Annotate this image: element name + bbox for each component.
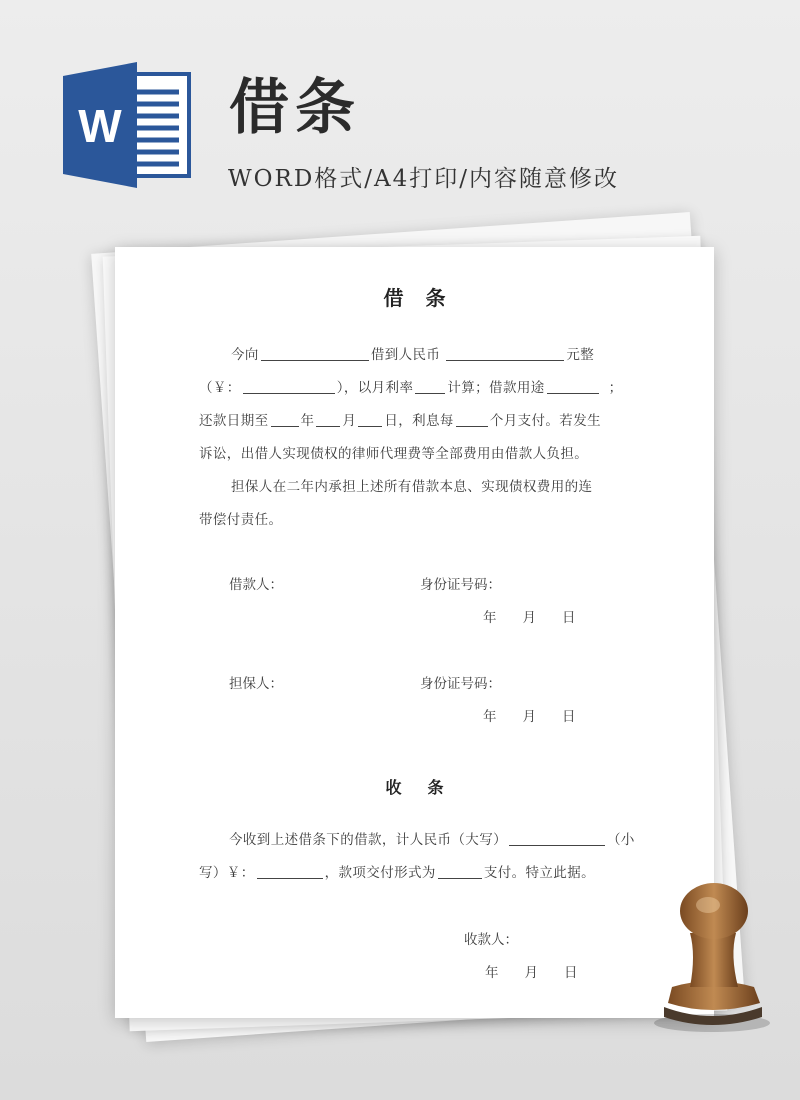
interest-rate-blank xyxy=(415,379,445,394)
document-page xyxy=(115,247,714,1018)
p1-line1 xyxy=(231,343,661,363)
p1-line4: 诉讼，出借人实现债权的律师代理费等全部费用由借款人负担。 xyxy=(199,446,589,462)
p1-line2-text-a: （￥： xyxy=(199,380,241,396)
p2-line1: 担保人在二年内承担上述所有借款本息、实现债权费用的连 xyxy=(231,479,593,495)
p1-line3-text-b: 年 xyxy=(300,413,315,429)
payment-method-blank xyxy=(438,864,482,879)
receipt-line2-text-c: 支付。特立此据。 xyxy=(483,865,596,881)
word-document-icon xyxy=(63,62,191,188)
borrower-label: 借款人： xyxy=(229,577,283,593)
date-day: 日 xyxy=(562,610,576,626)
amount-blank xyxy=(446,346,564,361)
p1-line3-text-a: 还款日期至 xyxy=(199,413,269,429)
purpose-blank xyxy=(547,379,599,394)
wooden-stamp-icon xyxy=(650,875,775,1035)
interest-period-blank xyxy=(456,412,488,427)
p1-line2-text-c: 计算；借款用途 xyxy=(447,380,545,396)
p1-line3-text-e: 个月支付。若发生 xyxy=(489,413,602,429)
guarantor-label: 担保人： xyxy=(229,676,283,692)
p1-line3-text-d: 日，利息每 xyxy=(384,413,454,429)
receipt-line2 xyxy=(199,861,629,881)
date-year: 年 xyxy=(483,610,497,626)
p1-line2 xyxy=(199,376,629,396)
guarantor-date xyxy=(483,705,602,725)
date-month: 月 xyxy=(522,610,536,626)
page-subtitle: WORD格式/A4打印/内容随意修改 xyxy=(228,166,619,192)
p1-line2-text-b: ），以月利率 xyxy=(336,380,414,396)
p1-line1-text-b: 借到人民币 xyxy=(370,347,441,363)
receipt-line1-text-b: （小 xyxy=(607,832,635,848)
p1-line2-text-d: ； xyxy=(608,380,623,396)
due-day-blank xyxy=(358,412,382,427)
date-day: 日 xyxy=(562,709,576,725)
borrower-date xyxy=(483,606,602,626)
p1-line3 xyxy=(199,409,629,429)
receipt-title: 收条 xyxy=(385,778,470,797)
amount-figure-blank xyxy=(257,864,323,879)
date-day: 日 xyxy=(564,965,578,981)
date-month: 月 xyxy=(522,709,536,725)
receipt-line1 xyxy=(229,828,659,848)
receipt-line2-text-b: ，款项交付形式为 xyxy=(324,865,436,881)
date-month: 月 xyxy=(524,965,538,981)
p1-line1-text-c: 元整 xyxy=(566,347,595,363)
date-year: 年 xyxy=(485,965,499,981)
guarantor-id-label: 身份证号码： xyxy=(420,676,501,692)
document-title: 借条 xyxy=(383,286,468,310)
receiver-label: 收款人： xyxy=(464,932,518,948)
borrower-id-label: 身份证号码： xyxy=(420,577,501,593)
p1-line3-text-c: 月 xyxy=(342,413,357,429)
due-year-blank xyxy=(271,412,299,427)
amount-words-blank xyxy=(509,831,605,846)
due-month-blank xyxy=(316,412,340,427)
receipt-line2-text-a: 写）￥： xyxy=(199,865,255,881)
p2-line2: 带偿付责任。 xyxy=(199,512,283,528)
p1-line1-text-a: 今向 xyxy=(231,347,259,363)
receipt-line1-text-a: 今收到上述借条下的借款，计人民币（大写） xyxy=(229,832,507,848)
lender-blank xyxy=(261,346,369,361)
page-title: 借条 xyxy=(229,73,361,143)
word-letter: W xyxy=(78,100,122,152)
date-year: 年 xyxy=(483,709,497,725)
receipt-date xyxy=(485,961,604,981)
amount-figure-blank xyxy=(243,379,335,394)
